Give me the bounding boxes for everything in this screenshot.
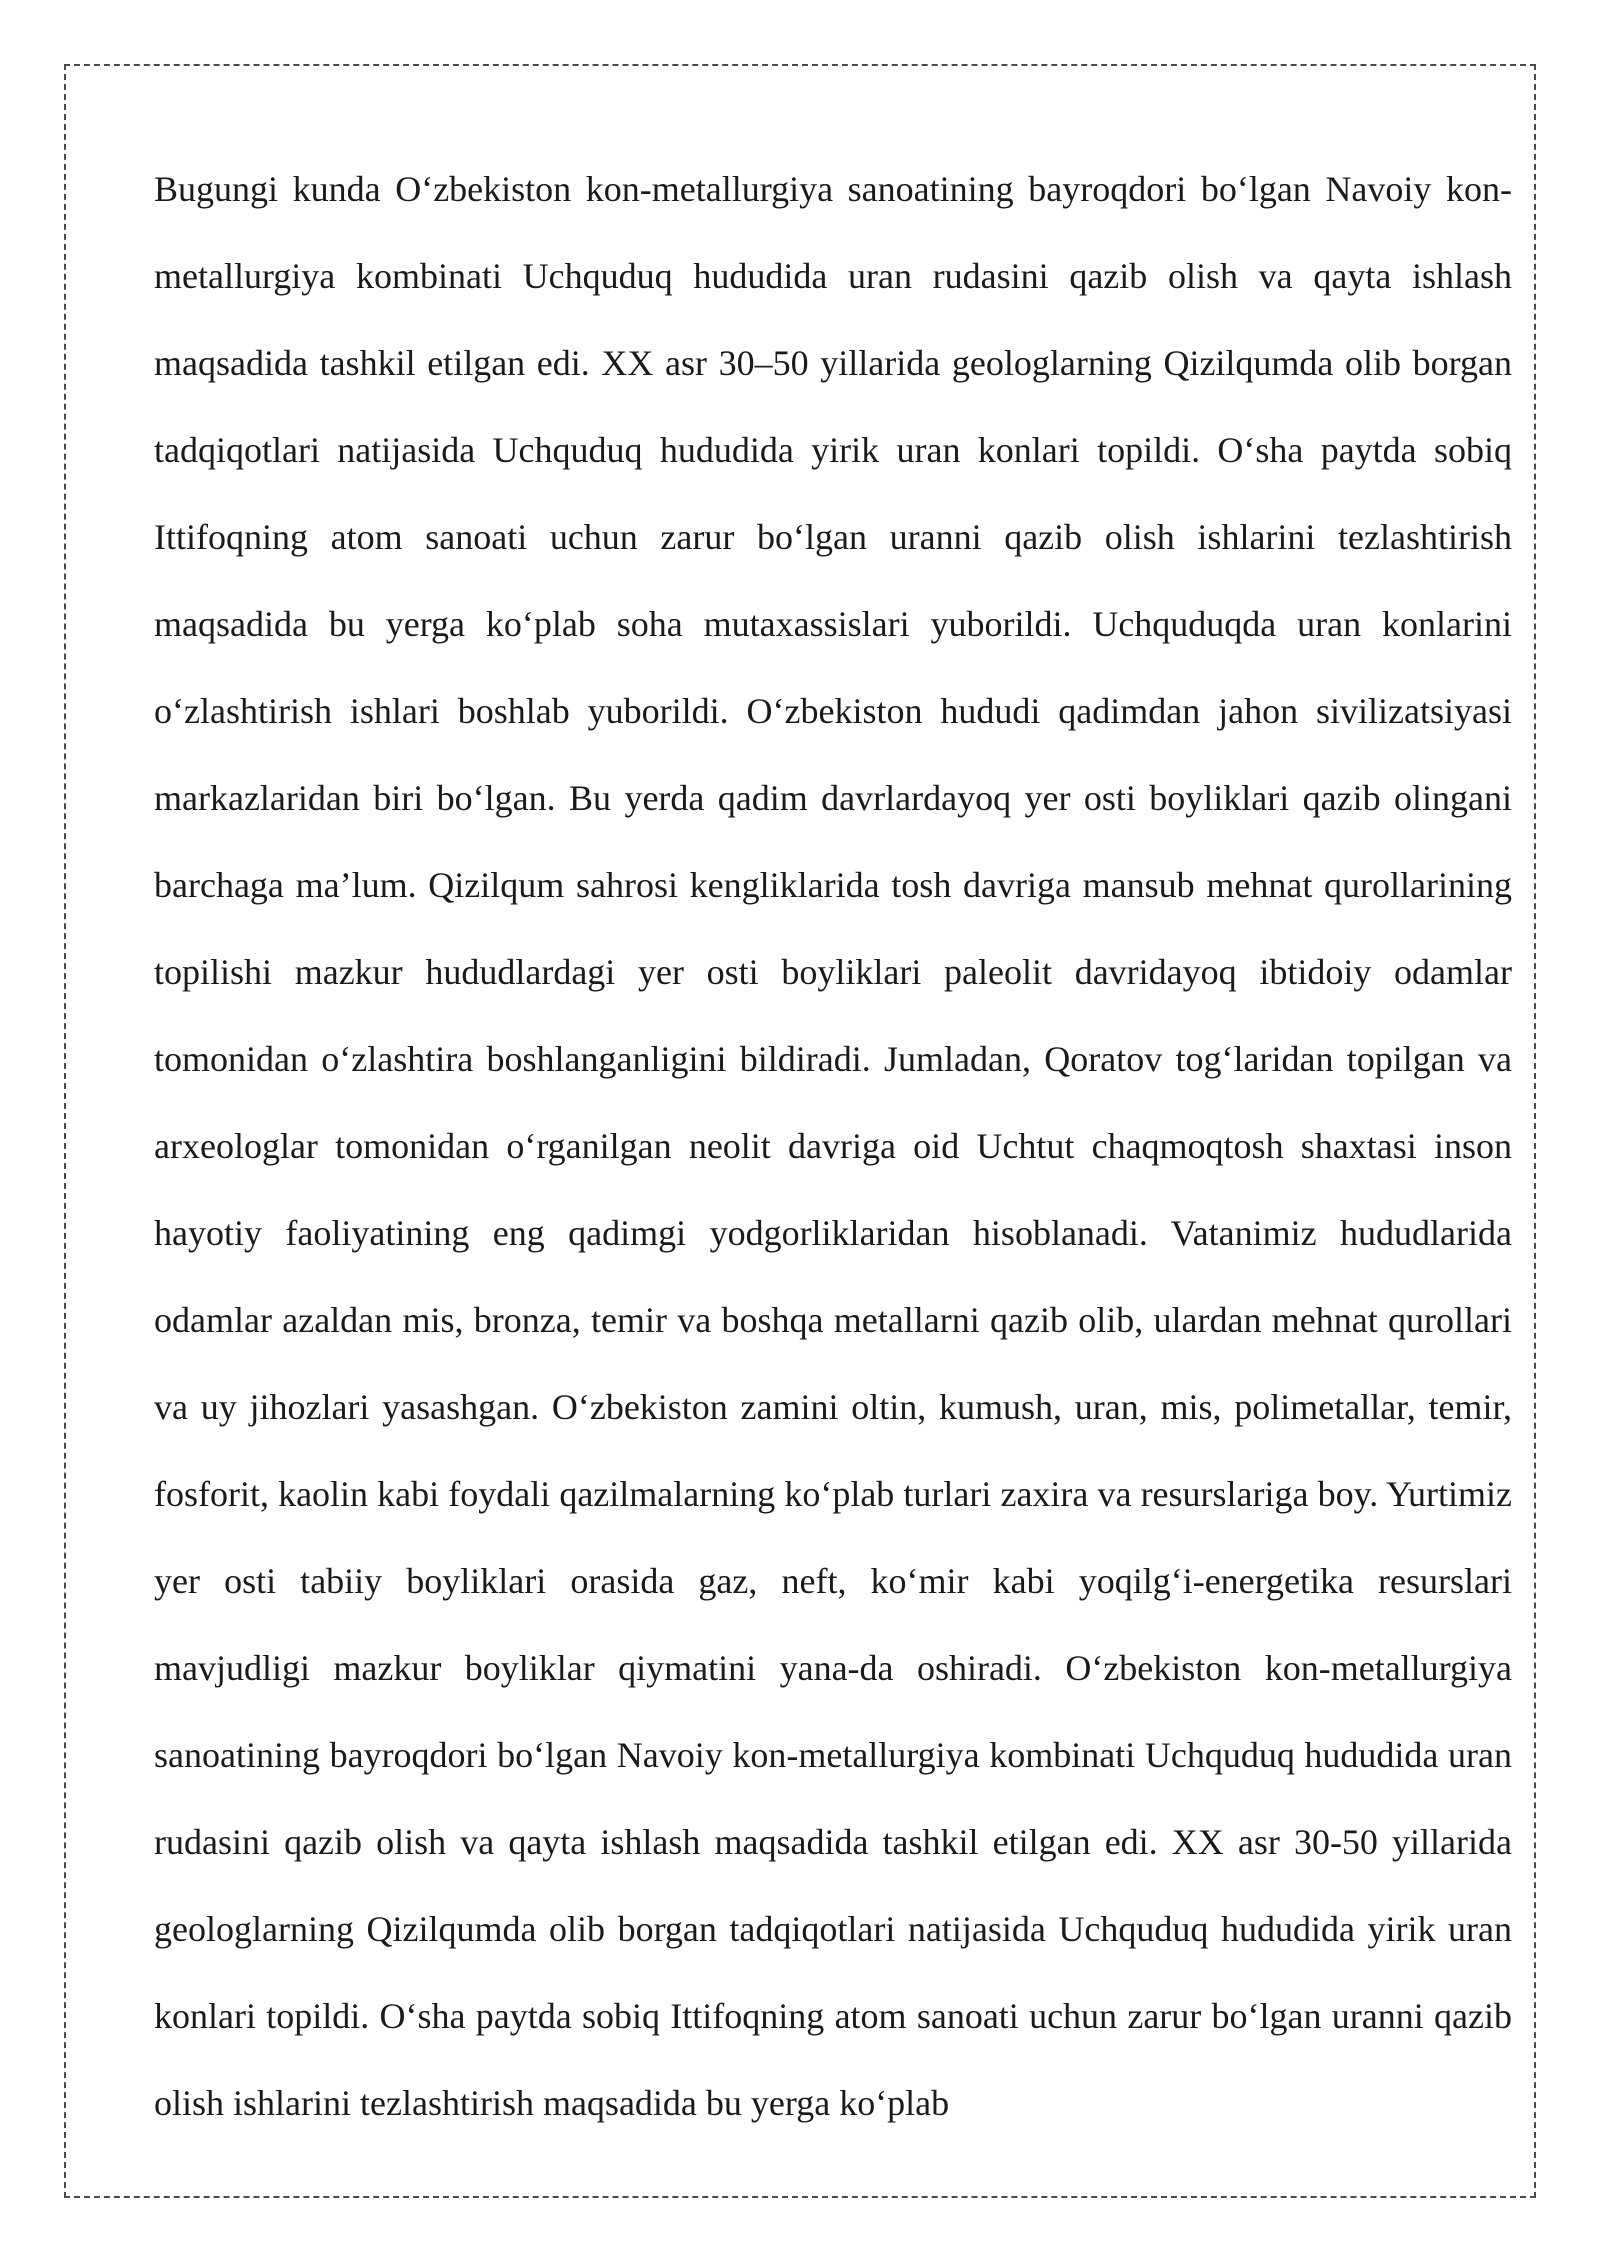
body-paragraph: Bugungi kunda O‘zbekiston kon-metallurgiya sanoatining bayroqdori bo‘lgan Navoiy kon-metallurgiya kombinati Uchquduq hududida uran rudasini qazib olish va qayta ishlash maqsadida tashkil etilgan edi. XX asr 30–50 yillarida geologlarning Qizilqumda olib borgan tadqiqotlari natijasida Uchquduq hududida yirik uran konlari topildi. O‘sha paytda sobiq Ittifoqning atom sanoati uchun zarur bo‘lgan uranni qazib olish ishlarini tezlashtirish maqsadida bu yerga ko‘plab soha mutaxassislari yuborildi. Uchquduqda uran konlarini o‘zlashtirish ishlari boshlab yuborildi. O‘zbekiston hududi qadimdan jahon sivilizatsiyasi markazlaridan biri bo‘lgan. Bu yerda qadim davrlardayoq yer osti boyliklari qazib olingani barchaga ma’lum. Qizilqum sahrosi kengliklarida tosh davriga mansub mehnat qurollarining topilishi mazkur hududlardagi yer osti boyliklari paleolit davridayoq ibtidoiy odamlar tomonidan o‘zlashtira boshlanganligini bildiradi. Jumladan, Qoratov tog‘laridan topilgan va arxeologlar tomonidan o‘rganilgan neolit davriga oid Uchtut chaqmoqtosh shaxtasi inson hayotiy faoliyatining eng qadimgi yodgorliklaridan hisoblanadi. Vatanimiz hududlarida odamlar azaldan mis, bronza, temir va boshqa metallarni qazib olib, ulardan mehnat qurollari va uy jihozlari yasashgan. O‘zbekiston zamini oltin, kumush, uran, mis, polimetallar, temir, fosforit, kaolin kabi foydali qazilmalarning ko‘plab turlari zaxira va resurslariga boy. Yurtimiz yer osti tabiiy boyliklari orasida gaz, neft, ko‘mir kabi yoqilg‘i-energetika resurslari mavjudligi mazkur boyliklar qiymatini yana-da oshiradi. O‘zbekiston kon-metallurgiya sanoatining bayroqdori bo‘lgan Navoiy kon-metallurgiya kombinati Uchquduq hududida uran rudasini qazib olish va qayta ishlash maqsadida tashkil etilgan edi. XX asr 30-50 yillarida geologlarning Qizilqumda olib borgan tadqiqotlari natijasida Uchquduq hududida yirik uran konlari topildi. O‘sha paytda sobiq Ittifoqning atom sanoati uchun zarur bo‘lgan uranni qazib olish ishlarini tezlashtirish maqsadida bu yerga ko‘plab [154, 169, 1512, 2123]
